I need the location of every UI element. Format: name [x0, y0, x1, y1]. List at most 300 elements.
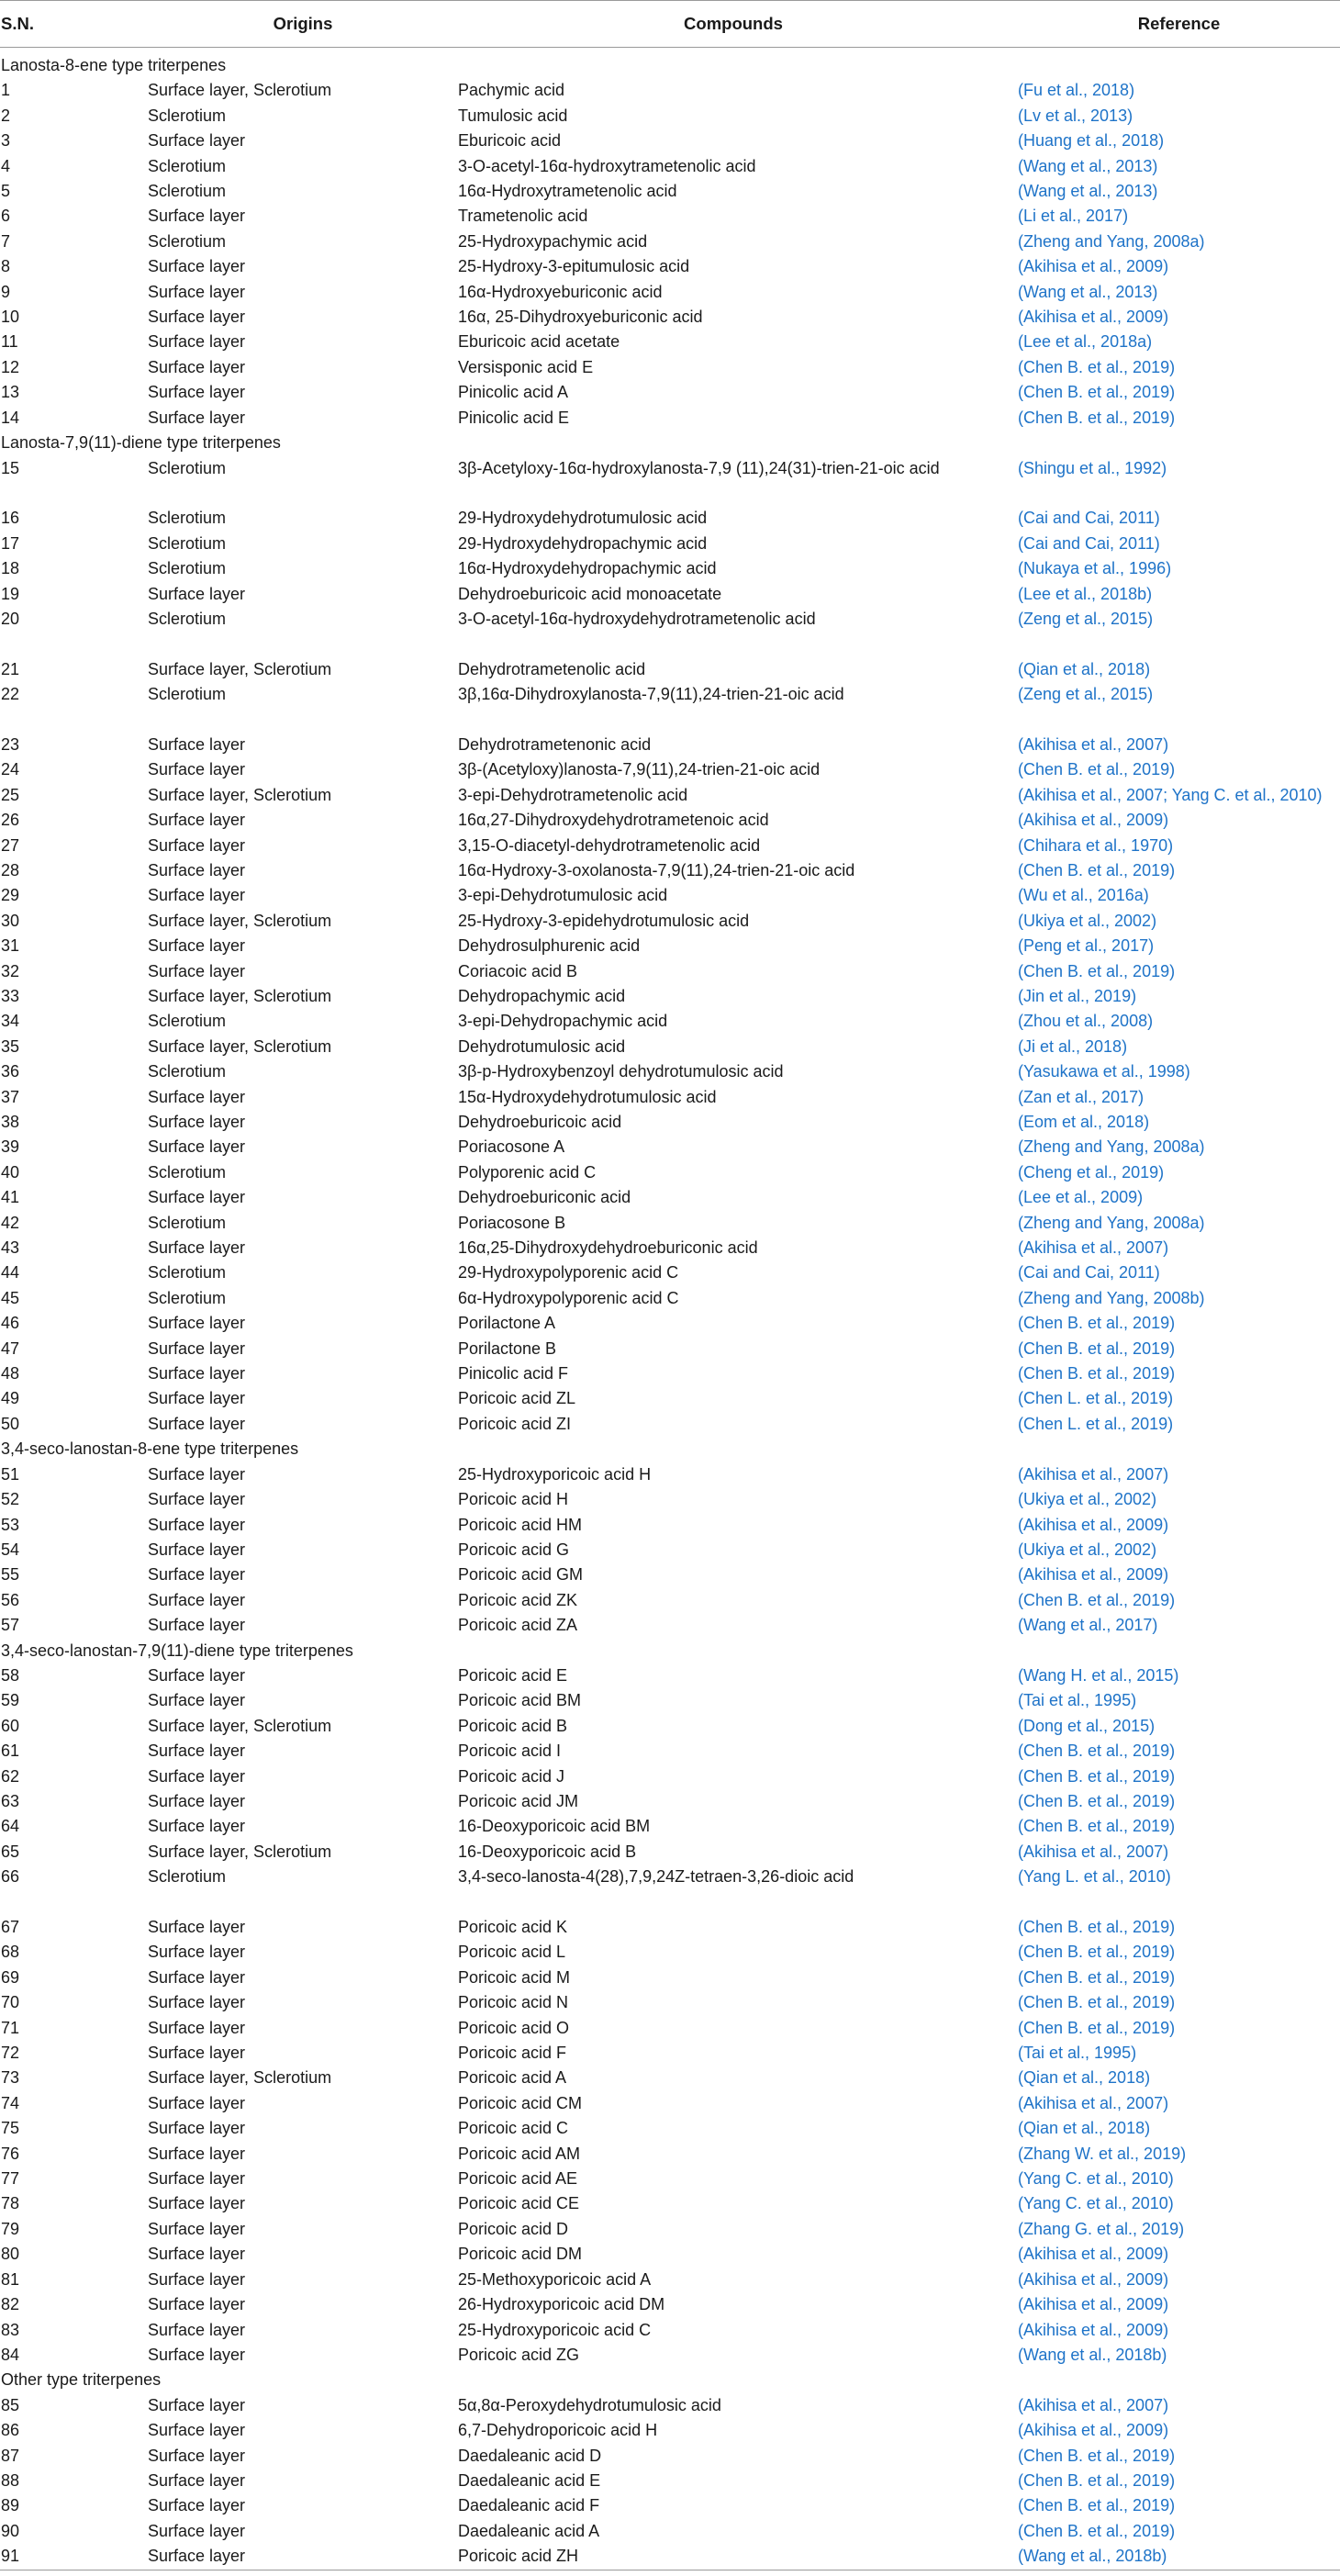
cell-origin: Surface layer — [148, 2169, 246, 2189]
compound-name: 16α-Hydroxytrametenolic acid — [458, 182, 677, 201]
cell-origin: Surface layer, Sclerotium — [148, 2068, 332, 2088]
cell-compound — [458, 204, 1018, 229]
cell-reference[interactable]: (Akihisa et al., 2009) — [1018, 2245, 1169, 2264]
cell-reference[interactable]: (Chen B. et al., 2019) — [1018, 2521, 1176, 2540]
cell-compound — [458, 355, 1018, 380]
table-row — [0, 2343, 1340, 2368]
table-row — [0, 2318, 1340, 2343]
cell-reference[interactable]: (Cai and Cai, 2011) — [1018, 533, 1160, 553]
cell-compound — [458, 230, 1018, 254]
cell-reference[interactable]: (Lee et al., 2009) — [1018, 1188, 1144, 1207]
cell-origin: Surface layer — [148, 584, 246, 603]
cell-reference[interactable]: (Cai and Cai, 2011) — [1018, 509, 1160, 528]
cell-compound — [458, 783, 1018, 808]
cell-origin: Surface layer — [148, 1314, 246, 1333]
cell-sn: 18 — [1, 559, 20, 578]
cell-reference[interactable]: (Qian et al., 2018) — [1018, 2068, 1151, 2088]
cell-sn: 52 — [1, 1490, 20, 1509]
compound-name: Eburicoic acid acetate — [458, 332, 620, 352]
cell-reference[interactable]: (Akihisa et al., 2009) — [1018, 1565, 1169, 1585]
cell-origin: Surface layer — [148, 1515, 246, 1534]
table-row — [0, 808, 1340, 833]
table-row — [0, 1236, 1340, 1260]
table-header-row — [0, 1, 1340, 48]
cell-reference[interactable]: (Zheng and Yang, 2008a) — [1018, 1213, 1205, 1232]
cell-reference[interactable]: (Zeng et al., 2015) — [1018, 609, 1154, 628]
table-row — [0, 1764, 1340, 1789]
table-row — [0, 2268, 1340, 2292]
cell-reference[interactable]: (Wang et al., 2018b) — [1018, 2544, 1340, 2570]
compound-name: 29-Hydroxypolyporenic acid C — [458, 1263, 679, 1282]
compound-name: Poricoic acid ZA — [458, 1616, 578, 1635]
cell-sn: 29 — [1, 886, 20, 905]
cell-origin: Surface layer — [148, 2144, 246, 2163]
cell-reference[interactable]: (Akihisa et al., 2009) — [1018, 2269, 1169, 2289]
cell-origin: Surface layer — [148, 1691, 246, 1710]
cell-reference[interactable]: (Shingu et al., 1992) — [1018, 458, 1167, 477]
cell-sn: 83 — [1, 2320, 20, 2339]
cell-sn: 23 — [1, 734, 20, 754]
cell-origin: Surface layer — [148, 131, 246, 151]
cell-sn: 53 — [1, 1515, 20, 1534]
cell-reference[interactable]: (Chen B. et al., 2019) — [1018, 2018, 1176, 2037]
cell-reference[interactable]: (Akihisa et al., 2007) — [1018, 734, 1169, 754]
cell-compound — [458, 532, 1018, 556]
cell-sn: 66 — [1, 1867, 20, 1887]
cell-compound — [458, 909, 1018, 934]
cell-origin: Surface layer — [148, 1943, 246, 1962]
compound-name: 16α-Hydroxydehydropachymic acid — [458, 559, 717, 578]
cell-compound — [458, 2191, 1018, 2216]
compound-name: 3-epi-Dehydropachymic acid — [458, 1012, 668, 1031]
table-row — [0, 1588, 1340, 1613]
cell-reference[interactable]: (Chen B. et al., 2019) — [1018, 1918, 1176, 1936]
cell-reference[interactable]: (Akihisa et al., 2009) — [1018, 2320, 1169, 2339]
table-row — [0, 2469, 1340, 2493]
cell-compound — [458, 2418, 1018, 2443]
table-row — [0, 1814, 1340, 1839]
cell-reference[interactable]: (Dong et al., 2015) — [1018, 1716, 1156, 1735]
cell-compound — [458, 1663, 1018, 1688]
compound-name: 16α, 25-Dihydroxyeburiconic acid — [458, 308, 703, 327]
cell-compound — [458, 1915, 1018, 1940]
cell-compound — [458, 280, 1018, 305]
cell-reference[interactable]: (Jin et al., 2019) — [1018, 986, 1137, 1005]
section-title: Lanosta-8-ene type triterpenes — [1, 56, 227, 74]
cell-reference[interactable]: (Zhang G. et al., 2019) — [1018, 2219, 1185, 2238]
cell-reference[interactable]: (Chihara et al., 1970) — [1018, 835, 1174, 855]
table-row — [0, 1940, 1340, 1965]
cell-sn: 33 — [1, 986, 20, 1005]
cell-sn: 27 — [1, 835, 20, 855]
cell-reference[interactable]: (Chen B. et al., 2019) — [1018, 1817, 1176, 1836]
cell-compound — [458, 1739, 1018, 1764]
cell-reference[interactable]: (Chen B. et al., 2019) — [1018, 1943, 1176, 1962]
cell-reference[interactable]: (Zheng and Yang, 2008a) — [1018, 1137, 1205, 1157]
cell-reference[interactable]: (Ji et al., 2018) — [1018, 1036, 1128, 1056]
cell-reference[interactable]: (Yasukawa et al., 1998) — [1018, 1062, 1190, 1081]
section-header-row — [0, 1437, 1340, 1462]
cell-compound — [458, 1840, 1018, 1865]
cell-sn: 12 — [1, 357, 20, 376]
cell-reference[interactable]: (Chen B. et al., 2019) — [1018, 1742, 1176, 1761]
cell-reference[interactable]: (Akihisa et al., 2009) — [1018, 257, 1169, 276]
cell-compound — [458, 834, 1018, 858]
compound-name: 3-O-acetyl-16α-hydroxydehydrotrametenolic acid — [458, 609, 816, 628]
cell-reference[interactable]: (Chen B. et al., 2019) — [1018, 408, 1176, 427]
header-sn: S.N. — [0, 1, 148, 48]
header-origins: Origins — [148, 1, 458, 48]
cell-origin: Surface layer — [148, 760, 246, 779]
cell-origin: Surface layer — [148, 2245, 246, 2264]
table-row — [0, 2292, 1340, 2317]
cell-reference[interactable]: (Chen B. et al., 2019) — [1018, 1364, 1176, 1383]
cell-origin: Surface layer — [148, 2119, 246, 2138]
cell-sn: 31 — [1, 936, 20, 956]
compound-name: Trametenolic acid — [458, 207, 588, 226]
cell-sn: 9 — [1, 282, 11, 301]
table-row — [0, 733, 1340, 757]
cell-reference[interactable]: (Chen B. et al., 2019) — [1018, 961, 1176, 980]
cell-compound — [458, 2041, 1018, 2066]
compound-name: Poricoic acid CE — [458, 2194, 580, 2213]
table-row — [0, 154, 1340, 179]
cell-origin: Sclerotium — [148, 1062, 227, 1081]
cell-origin: Surface layer — [148, 1087, 246, 1106]
header-compounds: Compounds — [458, 1, 1018, 48]
cell-reference[interactable]: (Akihisa et al., 2009) — [1018, 2421, 1169, 2440]
compound-name: Versisponic acid E — [458, 357, 594, 376]
compound-name: 16α,27-Dihydroxydehydrotrametenoic acid — [458, 811, 769, 830]
table-row — [0, 1688, 1340, 1713]
cell-compound — [458, 1009, 1018, 1034]
cell-sn: 69 — [1, 1967, 20, 1987]
table-row — [0, 1487, 1340, 1512]
table-row — [0, 984, 1340, 1009]
cell-origin: Surface layer — [148, 1364, 246, 1383]
cell-reference[interactable]: (Cai and Cai, 2011) — [1018, 1263, 1160, 1282]
cell-sn: 54 — [1, 1540, 20, 1559]
cell-origin: Surface layer — [148, 1742, 246, 1761]
cell-sn: 80 — [1, 2245, 20, 2264]
cell-reference[interactable]: (Chen B. et al., 2019) — [1018, 1967, 1176, 1987]
compound-name: 3-epi-Dehydrotumulosic acid — [458, 886, 668, 905]
table-row — [0, 1462, 1340, 1487]
cell-sn: 38 — [1, 1113, 20, 1132]
cell-reference[interactable]: (Chen B. et al., 2019) — [1018, 2496, 1176, 2515]
cell-reference[interactable]: (Chen B. et al., 2019) — [1018, 1993, 1176, 2012]
cell-reference[interactable]: (Lv et al., 2013) — [1018, 106, 1133, 125]
cell-sn: 88 — [1, 2470, 20, 2490]
table-row — [0, 2066, 1340, 2090]
cell-origin: Surface layer — [148, 961, 246, 980]
cell-reference[interactable]: (Fu et al., 2018) — [1018, 81, 1135, 100]
cell-compound — [458, 934, 1018, 958]
section-title: 3,4-seco-lanostan-8-ene type triterpenes — [1, 1439, 299, 1459]
cell-reference[interactable]: (Chen B. et al., 2019) — [1018, 1791, 1176, 1810]
cell-sn: 25 — [1, 785, 20, 804]
cell-origin: Surface layer — [148, 2345, 246, 2364]
compound-name: Poricoic acid ZL — [458, 1389, 576, 1408]
compound-name: Poricoic acid ZI — [458, 1414, 572, 1433]
table-row — [0, 1035, 1340, 1059]
cell-compound — [458, 1211, 1018, 1236]
cell-compound — [458, 1286, 1018, 1311]
compound-name: 25-Hydroxypachymic acid — [458, 231, 648, 251]
cell-reference[interactable]: (Chen B. et al., 2019) — [1018, 760, 1176, 779]
cell-reference[interactable]: (Akihisa et al., 2009) — [1018, 308, 1169, 327]
cell-reference[interactable]: (Yang C. et al., 2010) — [1018, 2169, 1174, 2189]
cell-sn: 8 — [1, 257, 11, 276]
cell-origin: Surface layer — [148, 282, 246, 301]
cell-reference[interactable]: (Akihisa et al., 2009) — [1018, 1515, 1169, 1534]
cell-reference[interactable]: (Peng et al., 2017) — [1018, 936, 1155, 956]
cell-reference[interactable]: (Ukiya et al., 2002) — [1018, 1540, 1157, 1559]
cell-compound — [458, 1311, 1018, 1336]
compound-name: 16α-Hydroxy-3-oxolanosta-7,9(11),24-trien-21-oic acid — [458, 860, 855, 879]
cell-reference[interactable]: (Akihisa et al., 2007) — [1018, 1842, 1169, 1861]
cell-reference[interactable]: (Chen B. et al., 2019) — [1018, 1590, 1176, 1609]
cell-reference[interactable]: (Chen B. et al., 2019) — [1018, 1338, 1176, 1358]
cell-reference[interactable]: (Wang et al., 2013) — [1018, 182, 1158, 201]
table-row — [0, 330, 1340, 354]
cell-sn: 65 — [1, 1842, 20, 1861]
compound-name: Dehydrotrametenonic acid — [458, 734, 652, 754]
compound-name: 6,7-Dehydroporicoic acid H — [458, 2421, 658, 2440]
cell-reference[interactable]: (Wang et al., 2013) — [1018, 156, 1158, 175]
section-title: 3,4-seco-lanostan-7,9(11)-diene type triterpenes — [1, 1641, 353, 1660]
cell-compound — [458, 456, 1018, 507]
cell-origin: Surface layer — [148, 1565, 246, 1585]
cell-reference[interactable]: (Akihisa et al., 2009) — [1018, 2295, 1169, 2314]
cell-compound — [458, 1386, 1018, 1411]
compound-name: 5α,8α-Peroxydehydrotumulosic acid — [458, 2395, 721, 2414]
cell-reference[interactable]: (Chen B. et al., 2019) — [1018, 357, 1176, 376]
cell-compound — [458, 1412, 1018, 1437]
compound-name: Daedaleanic acid A — [458, 2521, 600, 2540]
cell-compound — [458, 254, 1018, 279]
cell-origin: Surface layer — [148, 2269, 246, 2289]
cell-sn: 64 — [1, 1817, 20, 1836]
cell-reference[interactable]: (Wang et al., 2018b) — [1018, 2345, 1167, 2364]
cell-reference[interactable]: (Chen L. et al., 2019) — [1018, 1414, 1174, 1433]
cell-origin: Surface layer — [148, 357, 246, 376]
compound-name: Poriacosone B — [458, 1213, 566, 1232]
cell-origin: Surface layer — [148, 2470, 246, 2490]
cell-compound — [458, 2469, 1018, 2493]
cell-reference[interactable]: (Chen B. et al., 2019) — [1018, 1766, 1176, 1786]
cell-reference[interactable]: (Zan et al., 2017) — [1018, 1087, 1145, 1106]
cell-compound — [458, 1562, 1018, 1587]
cell-origin: Sclerotium — [148, 1867, 227, 1887]
table-row — [0, 2393, 1340, 2418]
cell-reference[interactable]: (Lee et al., 2018a) — [1018, 332, 1153, 352]
cell-origin: Surface layer, Sclerotium — [148, 785, 332, 804]
cell-sn: 34 — [1, 1012, 20, 1031]
cell-reference[interactable]: (Zhou et al., 2008) — [1018, 1012, 1154, 1031]
cell-origin: Surface layer — [148, 2093, 246, 2112]
table-row — [0, 1865, 1340, 1915]
cell-reference[interactable]: (Eom et al., 2018) — [1018, 1113, 1150, 1132]
cell-compound — [458, 1337, 1018, 1361]
cell-reference[interactable]: (Yang C. et al., 2010) — [1018, 2194, 1174, 2213]
cell-origin: Surface layer — [148, 332, 246, 352]
cell-reference[interactable]: (Ukiya et al., 2002) — [1018, 1490, 1157, 1509]
table-row — [0, 1915, 1340, 1940]
cell-reference[interactable]: (Chen B. et al., 2019) — [1018, 860, 1176, 879]
compound-name: 29-Hydroxydehydropachymic acid — [458, 533, 708, 553]
cell-sn: 58 — [1, 1665, 20, 1685]
cell-compound — [458, 2142, 1018, 2167]
cell-reference[interactable]: (Chen L. et al., 2019) — [1018, 1389, 1174, 1408]
table-row — [0, 1386, 1340, 1411]
table-row — [0, 280, 1340, 305]
table-row — [0, 1211, 1340, 1236]
cell-origin: Surface layer — [148, 2194, 246, 2213]
compound-name: 25-Hydroxyporicoic acid H — [458, 1464, 652, 1484]
table-row — [0, 2519, 1340, 2544]
table-row — [0, 2242, 1340, 2267]
cell-reference[interactable]: (Zheng and Yang, 2008b) — [1018, 1288, 1205, 1307]
cell-reference[interactable]: (Tai et al., 1995) — [1018, 2044, 1137, 2063]
cell-compound — [458, 1789, 1018, 1814]
cell-compound — [458, 506, 1018, 531]
cell-compound — [458, 1260, 1018, 1285]
table-row — [0, 179, 1340, 204]
compound-name: Dehydrotumulosic acid — [458, 1036, 626, 1056]
cell-origin: Surface layer — [148, 2521, 246, 2540]
table-row — [0, 1160, 1340, 1185]
cell-reference[interactable]: (Wang et al., 2013) — [1018, 282, 1158, 301]
cell-reference[interactable]: (Akihisa et al., 2007) — [1018, 1238, 1169, 1258]
table-row — [0, 254, 1340, 279]
compound-name: Poricoic acid O — [458, 2018, 570, 2037]
cell-sn: 5 — [1, 182, 11, 201]
cell-compound — [458, 154, 1018, 179]
cell-reference[interactable]: (Ukiya et al., 2002) — [1018, 911, 1157, 930]
cell-sn: 78 — [1, 2194, 20, 2213]
table-row — [0, 456, 1340, 507]
cell-sn: 75 — [1, 2119, 20, 2138]
cell-sn: 44 — [1, 1263, 20, 1282]
cell-sn: 91 — [0, 2544, 148, 2570]
cell-sn: 73 — [1, 2068, 20, 2088]
cell-compound — [458, 2393, 1018, 2418]
cell-origin: Surface layer — [148, 2395, 246, 2414]
cell-reference[interactable]: (Akihisa et al., 2007) — [1018, 2093, 1169, 2112]
cell-sn: 81 — [1, 2269, 20, 2289]
cell-reference[interactable]: (Akihisa et al., 2009) — [1018, 811, 1169, 830]
cell-reference[interactable]: (Zhang W. et al., 2019) — [1018, 2144, 1187, 2163]
table-row — [0, 934, 1340, 958]
compound-name: 29-Hydroxydehydrotumulosic acid — [458, 509, 708, 528]
cell-reference[interactable]: (Huang et al., 2018) — [1018, 131, 1165, 151]
cell-origin: Surface layer — [148, 1590, 246, 1609]
cell-origin: Surface layer, Sclerotium — [148, 986, 332, 1005]
cell-sn: 50 — [1, 1414, 20, 1433]
cell-origin: Surface layer — [148, 2219, 246, 2238]
cell-compound — [458, 2066, 1018, 2090]
compound-name: Eburicoic acid — [458, 131, 562, 151]
cell-reference[interactable]: (Chen B. et al., 2019) — [1018, 2470, 1176, 2490]
compound-name: Pinicolic acid E — [458, 408, 570, 427]
cell-reference[interactable]: (Nukaya et al., 1996) — [1018, 559, 1172, 578]
cell-reference[interactable]: (Lee et al., 2018b) — [1018, 584, 1153, 603]
cell-origin: Surface layer — [148, 1464, 246, 1484]
cell-origin: Surface layer, Sclerotium — [148, 1842, 332, 1861]
table-row — [0, 506, 1340, 531]
cell-reference[interactable]: (Chen B. et al., 2019) — [1018, 383, 1176, 402]
table-row — [0, 2544, 1340, 2570]
cell-origin: Surface layer — [148, 936, 246, 956]
cell-sn: 40 — [1, 1162, 20, 1182]
compound-name: Poricoic acid H — [458, 1490, 569, 1509]
table-row — [0, 2167, 1340, 2191]
compound-name: Daedaleanic acid F — [458, 2496, 600, 2515]
cell-sn: 16 — [1, 509, 20, 528]
cell-sn: 1 — [1, 81, 11, 100]
compound-name: Pinicolic acid F — [458, 1364, 569, 1383]
table-row — [0, 129, 1340, 153]
compound-name: Poricoic acid I — [458, 1742, 562, 1761]
table-row — [0, 909, 1340, 934]
cell-reference[interactable]: (Wang H. et al., 2015) — [1018, 1665, 1179, 1685]
compound-name: Poricoic acid N — [458, 1993, 569, 2012]
cell-reference[interactable]: (Chen B. et al., 2019) — [1018, 1314, 1176, 1333]
cell-reference[interactable]: (Akihisa et al., 2007) — [1018, 1464, 1169, 1484]
cell-sn: 76 — [1, 2144, 20, 2163]
cell-reference[interactable]: (Qian et al., 2018) — [1018, 2119, 1151, 2138]
cell-origin: Sclerotium — [148, 533, 227, 553]
cell-reference[interactable]: (Chen B. et al., 2019) — [1018, 2446, 1176, 2465]
table-row — [0, 582, 1340, 607]
cell-origin: Sclerotium — [148, 458, 227, 477]
cell-origin: Sclerotium — [148, 182, 227, 201]
cell-sn: 87 — [1, 2446, 20, 2465]
table-row — [0, 2217, 1340, 2242]
cell-reference[interactable]: (Cheng et al., 2019) — [1018, 1162, 1165, 1182]
cell-origin: Sclerotium — [148, 1012, 227, 1031]
cell-reference[interactable]: (Wang et al., 2017) — [1018, 1616, 1158, 1635]
compound-name: Daedaleanic acid E — [458, 2470, 601, 2490]
table-row — [0, 1135, 1340, 1159]
cell-reference[interactable]: (Yang L. et al., 2010) — [1018, 1867, 1171, 1887]
cell-origin: Surface layer — [148, 1188, 246, 1207]
cell-reference[interactable]: (Akihisa et al., 2007) — [1018, 2395, 1169, 2414]
cell-origin: Surface layer — [148, 1137, 246, 1157]
cell-reference[interactable]: (Qian et al., 2018) — [1018, 659, 1151, 678]
cell-compound — [458, 2444, 1018, 2469]
cell-origin: Surface layer — [148, 1967, 246, 1987]
cell-reference[interactable]: (Tai et al., 1995) — [1018, 1691, 1137, 1710]
compound-name: Poricoic acid AM — [458, 2144, 581, 2163]
compound-name: 3,15-O-diacetyl-dehydrotrametenolic acid — [458, 835, 761, 855]
cell-sn: 43 — [1, 1238, 20, 1258]
cell-reference[interactable]: (Akihisa et al., 2007; Yang C. et al., 2010) — [1018, 785, 1323, 804]
cell-compound — [458, 330, 1018, 354]
compound-name: Poricoic acid B — [458, 1716, 568, 1735]
cell-reference[interactable]: (Li et al., 2017) — [1018, 207, 1129, 226]
cell-reference[interactable]: (Zeng et al., 2015) — [1018, 685, 1154, 704]
cell-sn: 20 — [1, 609, 20, 628]
cell-compound — [458, 104, 1018, 129]
compound-name: Poricoic acid C — [458, 2119, 569, 2138]
cell-reference[interactable]: (Wu et al., 2016a) — [1018, 886, 1149, 905]
compound-name: Poricoic acid GM — [458, 1565, 584, 1585]
compound-name: Poricoic acid ZG — [458, 2345, 580, 2364]
cell-reference[interactable]: (Zheng and Yang, 2008a) — [1018, 231, 1205, 251]
cell-origin: Surface layer — [148, 1490, 246, 1509]
